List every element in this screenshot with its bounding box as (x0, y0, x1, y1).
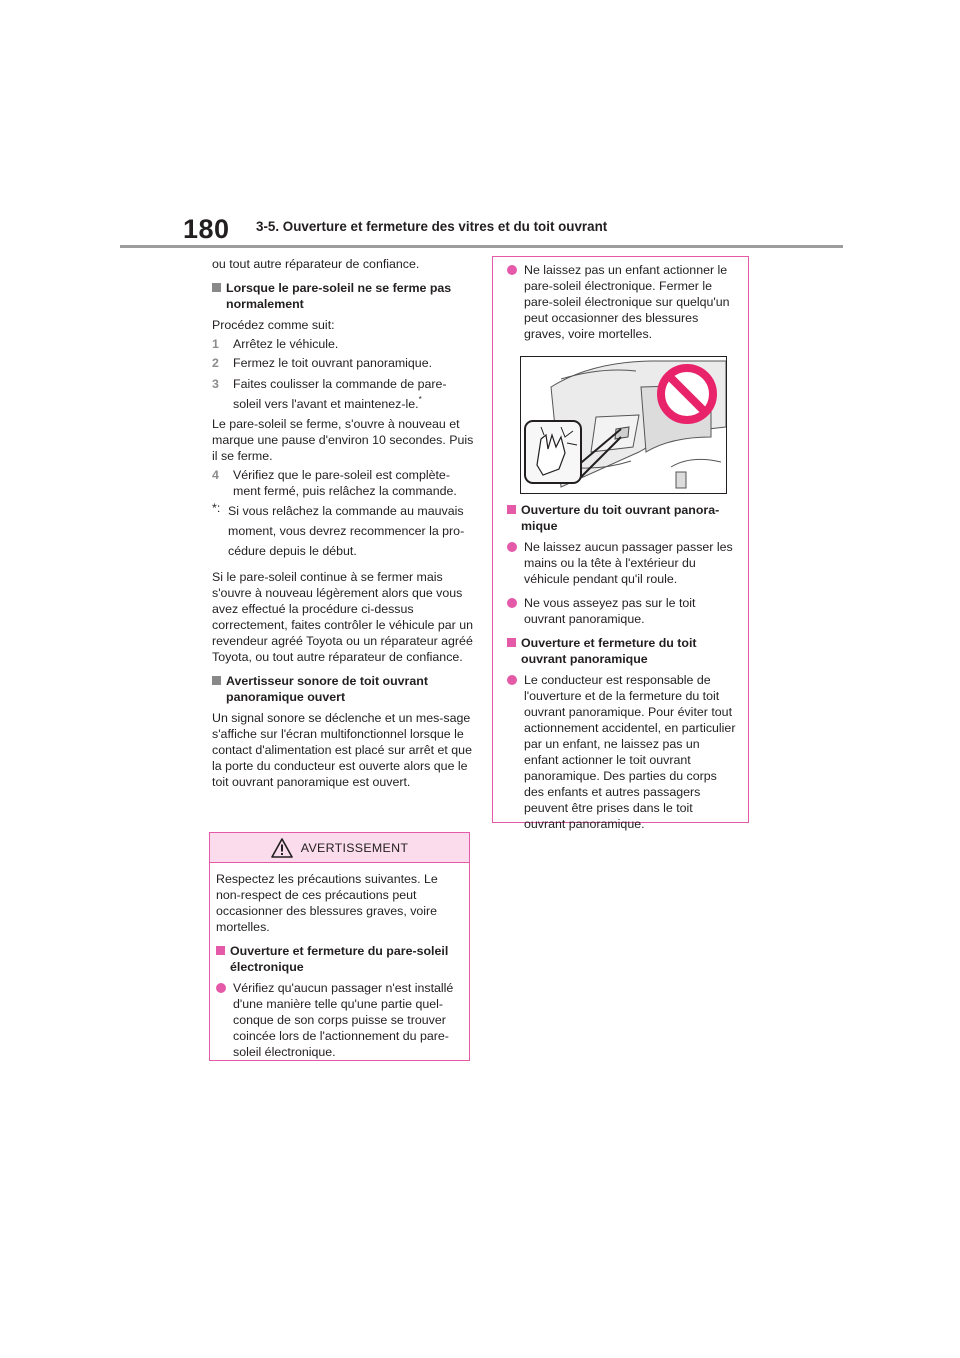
square-bullet-icon (216, 946, 225, 955)
step-3: 3 Faites coulisser la commande de pare-soleil vers l'avant et maintenez-le.* (212, 377, 447, 411)
page-number: 180 (183, 214, 230, 244)
heading-open-roof-buzzer: Avertisseur sonore de toit ouvrant panoramique ouvert (212, 673, 474, 705)
round-bullet-icon (507, 598, 517, 608)
step-4: 4 Vérifiez que le pare-soleil est complète-ment fermé, puis relâchez la commande. (212, 468, 457, 498)
heading-sunshade-operation: Ouverture et fermeture du pare-soleil électronique (216, 943, 459, 975)
round-bullet-icon (507, 542, 517, 552)
step-2: 2 Fermez le toit ouvrant panoramique. (212, 356, 433, 370)
warning-title: AVERTISSEMENT (300, 840, 409, 855)
square-bullet-icon (212, 283, 221, 292)
paragraph-continue-closing: Si le pare-soleil continue à se fermer mais s'ouvre à nouveau légèrement alors que vous avez effectué la procédure ci-dessus correctement, faites contrôler le véhicule par un revendeur agréé Toyota ou un réparateur agréé Toyota, ou tout autre réparateur de confiance. (212, 570, 474, 664)
bullet-hands-head: Ne laissez aucun passager passer les mains ou la tête à l'extérieur du véhicule pendant qu'il roule. (507, 539, 736, 587)
procedure-intro: Procédez comme suit: (212, 318, 335, 332)
bullet-passenger-check: Vérifiez qu'aucun passager n'est installé d'une manière telle qu'une partie quel-conque de son corps puisse se trouver coincée lors de l'actionnement du pare-soleil électronique. (216, 980, 459, 1060)
right-warning-column (492, 256, 749, 831)
left-column (212, 256, 474, 790)
step-3-result: Le pare-soleil se ferme, s'ouvre à nouveau et marque une pause d'environ 10 secondes. Puis il se ferme. (212, 417, 474, 463)
round-bullet-icon (507, 265, 517, 275)
prohibition-icon (656, 363, 718, 425)
warning-header (210, 833, 469, 863)
square-bullet-icon (507, 505, 516, 514)
square-bullet-icon (507, 638, 516, 647)
round-bullet-icon (507, 675, 517, 685)
warning-intro: Respectez les précautions suivantes. Le non-respect de ces précautions peut occasionner des blessures graves, voire mortelles. (216, 872, 438, 934)
paragraph-signal: Un signal sonore se déclenche et un mes-sage s'affiche sur l'écran multifonctionnel lorsque le contact d'alimentation est placé sur arrêt et que la porte du conducteur est ouverte alors que le toit ouvrant panoramique est ouvert. (212, 711, 472, 789)
warning-triangle-icon (271, 838, 293, 858)
heading-roof-opening: Ouverture du toit ouvrant panora-mique (507, 502, 736, 534)
bullet-child-sunshade: Ne laissez pas un enfant actionner le pare-soleil électronique. Fermer le pare-soleil électronique sur quelqu'un peut occasionner des blessures graves, voire mortelles. (507, 262, 736, 342)
footnote-ref: * (418, 395, 422, 404)
round-bullet-icon (216, 983, 226, 993)
intro-text: ou tout autre réparateur de confiance. (212, 257, 420, 271)
square-bullet-icon (212, 676, 221, 685)
step-1: 1 Arrêtez le véhicule. (212, 337, 339, 351)
header-rule (120, 245, 843, 248)
illustration-child-hand-sunshade (520, 356, 727, 494)
footnote: *: Si vous relâchez la commande au mauvais moment, vous devrez recommencer la pro-cédure depuis le début. (212, 501, 465, 558)
bullet-driver-responsible: Le conducteur est responsable de l'ouverture et de la fermeture du toit ouvrant panoramique. Pour éviter tout actionnement accidentel, en particulier par un enfant, ne laissez pas un enfant actionner le toit ouvrant panoramique. Des parties du corps des enfants et autres passagers peuvent être prises dans le toit ouvrant panoramique. (507, 672, 736, 832)
warning-box (209, 832, 470, 1061)
section-title: 3-5. Ouverture et fermeture des vitres et du toit ouvrant (256, 219, 608, 234)
heading-roof-open-close: Ouverture et fermeture du toit ouvrant panoramique (507, 635, 736, 667)
warning-body (210, 863, 469, 1060)
heading-sunshade-not-closing: Lorsque le pare-soleil ne se ferme pas normalement (212, 280, 474, 312)
bullet-do-not-sit: Ne vous asseyez pas sur le toit ouvrant panoramique. (507, 595, 736, 627)
